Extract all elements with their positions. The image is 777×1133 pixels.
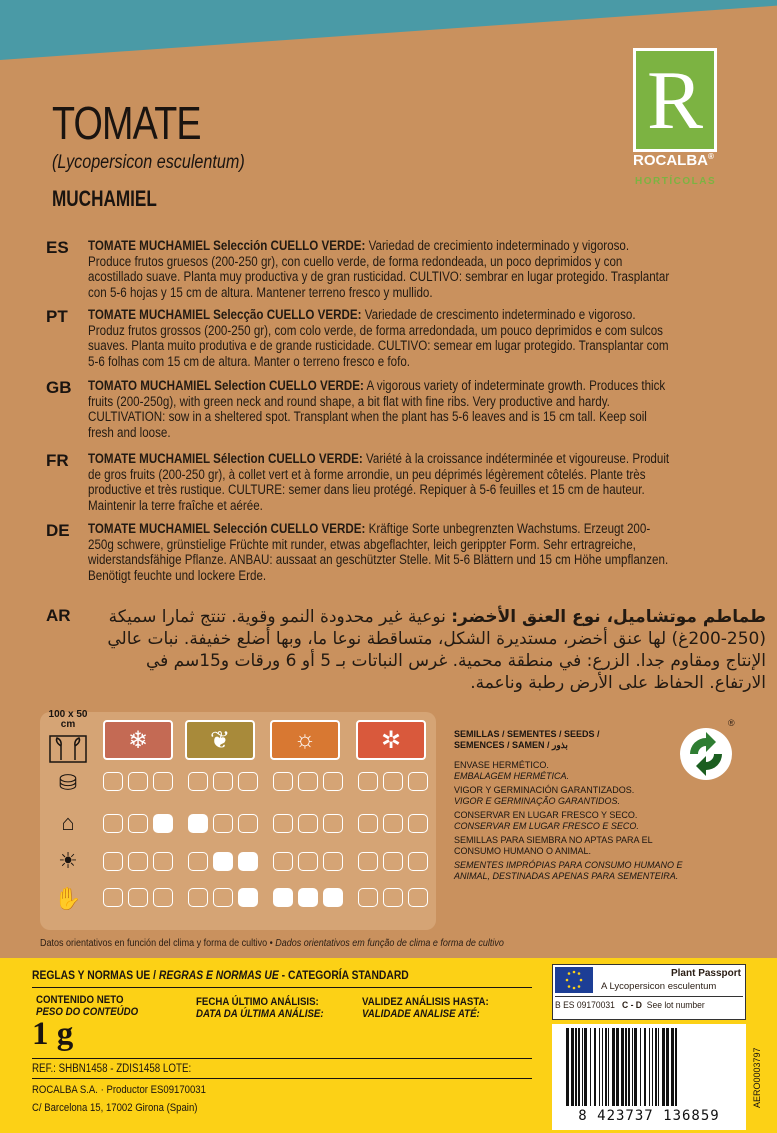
calendar-cell: [153, 888, 173, 907]
calendar-cell: [188, 772, 208, 791]
calendar-cell: [383, 814, 403, 833]
calendar-cell: [188, 814, 208, 833]
lang-text: TOMATE MUCHAMIEL Selección CUELLO VERDE: Variedad de crecimiento indeterminado y vigoroso. Produce frutos gruesos (200-250 gr), con cuello verde, de forma redondeada, un poco deprimidos y con acostillado suave. Planta muy productiva y de gran rusticidad. CULTIVO: sembrar en lugar protegido. Trasplantar con 5-6 hojas y 15 cm de altura. Mantener terreno fresco y mullido.: [88, 238, 670, 300]
barcode-digits: 8 423737 136859: [578, 1108, 720, 1124]
calendar-cell: [358, 888, 378, 907]
seed-packet-icon: ⛁: [58, 770, 78, 795]
calendar-cell: [103, 852, 123, 871]
lang-code: ES: [46, 238, 69, 257]
calendar-cell: [298, 888, 318, 907]
logo-letter: R: [646, 54, 704, 147]
net-weight: 1 g: [32, 1016, 74, 1052]
maple-leaf-icon: ✲: [356, 720, 426, 760]
info-list: [454, 760, 684, 885]
calendar-cell: [103, 888, 123, 907]
calendar-cell: [153, 772, 173, 791]
passport-species: A Lycopersicon esculentum: [601, 981, 717, 992]
eu-flag-icon: [555, 967, 593, 993]
info-item: SEMENTES IMPRÓPIAS PARA CONSUMO HUMANO E ANIMAL, DESTINADAS APENAS PARA SEMENTEIRA.: [454, 860, 683, 881]
calendar-cell: [273, 888, 293, 907]
spacing-label: 100 x 50 cm: [48, 709, 88, 730]
variety-name: MUCHAMIEL: [52, 186, 157, 211]
calendar-cell: [323, 888, 343, 907]
calendar-cell: [153, 852, 173, 871]
sun-watering-icon: ☀: [58, 848, 78, 873]
lang-code: GB: [46, 378, 72, 397]
plant-spacing-icon: [48, 734, 88, 768]
calendar-cell: [153, 814, 173, 833]
hand-plant-icon: ✋: [54, 886, 82, 911]
barcode: [552, 1024, 746, 1130]
calendar-cell: [128, 814, 148, 833]
logo-brand: ROCALBA®: [633, 152, 714, 169]
calendar-cell: [128, 888, 148, 907]
greenhouse-sow-icon: ⌂: [61, 810, 75, 835]
lang-text: TOMATE MUCHAMIEL Sélection CUELLO VERDE: Variété à la croissance indéterminée et vigoureuse. Produit de gros fruits (200-250 gr), à collet vert et à forme arrondie, un peu déprimés légèrement côtelés. Plante très productive et très rustique. CULTURE: semer dans lieu protégé. Repiquer à 5-6 feuilles et 15 cm de hauteur. Maintenir la terre fraîche et aérée.: [88, 451, 670, 513]
calendar-cell: [213, 888, 233, 907]
divider: [32, 1058, 532, 1059]
calendar-cell: [298, 852, 318, 871]
passport-title: Plant Passport: [670, 968, 741, 979]
calendar-cell: [273, 814, 293, 833]
lang-code: PT: [46, 307, 68, 326]
address: C/ Barcelona 15, 17002 Girona (Spain): [32, 1102, 198, 1114]
calendar-cell: [238, 852, 258, 871]
info-item: SEMILLAS PARA SIEMBRA NO APTAS PARA EL CONSUMO HUMANO O ANIMAL.: [454, 835, 653, 856]
footnote: Datos orientativos en función del clima y forma de cultivo • Dados orientativos em função de clima e forma de cultivo: [40, 938, 504, 949]
sun-icon: ☼: [270, 720, 340, 760]
last-analysis-label: FECHA ÚLTIMO ANÁLISIS: DATA DA ÚLTIMA ANÁLISE:: [196, 996, 324, 1020]
lang-text: طماطم موتشاميل، نوع العنق الأخضر: نوعية غير محدودة النمو وقوية. تنتج ثمارا سميكة (250-200غ) لها عنق أخضر، مستديرة الشكل، متساقطة نوعا ما، وبها أضلع خفيفة. نبات عالي الإنتاج ومقاوم جدا. الزرع: في منطقة محمية. غرس النباتات بـ 5 أو 6 ورقات و15سم في الارتفاع. الحفاظ على الأرض رطبة وناعمة.: [107, 607, 766, 693]
divider: [555, 996, 743, 997]
calendar-cell: [273, 852, 293, 871]
calendar-cell: [358, 852, 378, 871]
calendar-cell: [213, 814, 233, 833]
calendar-cell: [383, 852, 403, 871]
lang-code: FR: [46, 451, 69, 470]
calendar-cell: [213, 852, 233, 871]
calendar-cell: [323, 852, 343, 871]
net-content-label: CONTENIDO NETO PESO DO CONTEÚDO: [36, 994, 139, 1018]
calendar-cell: [128, 852, 148, 871]
calendar-cell: [128, 772, 148, 791]
lang-text: TOMATO MUCHAMIEL Selection CUELLO VERDE: A vigorous variety of indeterminate growth. Produces thick fruits (200-250g), with green neck and round shape, a bit flat with fine ribs. Very productive and hardy. CULTIVATION: sow in a sheltered spot. Transplant when the plant has 5-6 leaves and is 15 cm tall. Keep soil fresh and loose.: [88, 378, 666, 440]
validity-label: VALIDEZ ANÁLISIS HASTA: VALIDADE ANALISE ATÉ:: [362, 996, 489, 1020]
lang-text: TOMATE MUCHAMIEL Selecção CUELLO VERDE: Variedade de crescimento indeterminado e vigoroso. Produz frutos grossos (200-250 gr), com colo verde, de forma arredondada, um pouco deprimidos e com sulcos suaves. Planta muito produtiva e de grande rusticidade. CULTIVO: semear em lugar protegido. Transplantar com 5-6 folhas com 15 cm de altura. Manter o terreno fresco e fofo.: [88, 307, 669, 369]
logo-subtitle: HORTÍCOLAS: [635, 176, 717, 187]
divider: [32, 987, 532, 988]
calendar-cell: [298, 814, 318, 833]
info-item: ENVASE HERMÉTICO. EMBALAGEM HERMÉTICA.: [454, 760, 570, 781]
lang-code: AR: [46, 606, 71, 625]
passport-codes: B ES 09170031 C - D See lot number: [555, 1000, 705, 1011]
calendar-cell: [358, 814, 378, 833]
calendar-cell: [323, 814, 343, 833]
calendar-cell: [298, 772, 318, 791]
logo-box: [633, 48, 717, 152]
calendar-cell: [408, 772, 428, 791]
lang-code: DE: [46, 521, 70, 540]
snowflake-icon: ❄: [103, 720, 173, 760]
calendar-cell: [213, 772, 233, 791]
calendar-cell: [103, 814, 123, 833]
calendar-cell: [408, 888, 428, 907]
info-item: CONSERVAR EN LUGAR FRESCO Y SECO. CONSERVAR EM LUGAR FRESCO E SECO.: [454, 810, 639, 831]
calendar-cell: [238, 772, 258, 791]
calendar-cell: [383, 888, 403, 907]
calendar-cell: [408, 852, 428, 871]
calendar-cell: [358, 772, 378, 791]
reference-lot: REF.: SHBN1458 - ZDIS1458 LOTE:: [32, 1063, 192, 1075]
eu-rules: REGLAS Y NORMAS UE / REGRAS E NORMAS UE - CATEGORÍA STANDARD: [32, 968, 409, 982]
lang-text: TOMATE MUCHAMIEL Selección CUELLO VERDE: Kräftige Sorte unbegrenzten Wachstums. Erzeugt 200-250g schwere, grünstielige Früchte mit runder, etwas abgeflachter, leich gerippter Form. Sehr ertragreiche, widerstandsfähige Pflanze. ANBAU: aussaat an geschützter Stelle. Mit 5-6 Blättern und 15 cm Höhe umpflanzen. Benötigt feuchte und lockere Erde.: [88, 521, 669, 583]
calendar-cell: [103, 772, 123, 791]
green-dot-recycle-icon: [676, 720, 740, 784]
divider: [32, 1078, 532, 1079]
registered-mark: ®: [728, 718, 735, 728]
calendar-cell: [383, 772, 403, 791]
producer: ROCALBA S.A. · Productor ES09170031: [32, 1084, 206, 1096]
info-title: SEMILLAS / SEMENTES / SEEDS / SEMENCES / SAMEN / بذور: [454, 729, 600, 750]
calendar-cell: [408, 814, 428, 833]
barcode-bars: [564, 1028, 736, 1106]
latin-name: (Lycopersicon esculentum): [52, 152, 245, 173]
leaf-icon: ❦: [185, 720, 255, 760]
calendar-cell: [238, 888, 258, 907]
info-item: VIGOR Y GERMINACIÓN GARANTIZADOS. VIGOR E GERMINAÇÃO GARANTIDOS.: [454, 785, 635, 806]
rocalba-logo: [607, 48, 739, 198]
calendar-cell: [323, 772, 343, 791]
product-title: TOMATE: [52, 97, 201, 149]
vertical-code: AERO0003797: [752, 1047, 762, 1108]
calendar-cell: [188, 852, 208, 871]
calendar-cell: [188, 888, 208, 907]
calendar-cell: [273, 772, 293, 791]
plant-passport: [552, 964, 746, 1020]
calendar-cell: [238, 814, 258, 833]
